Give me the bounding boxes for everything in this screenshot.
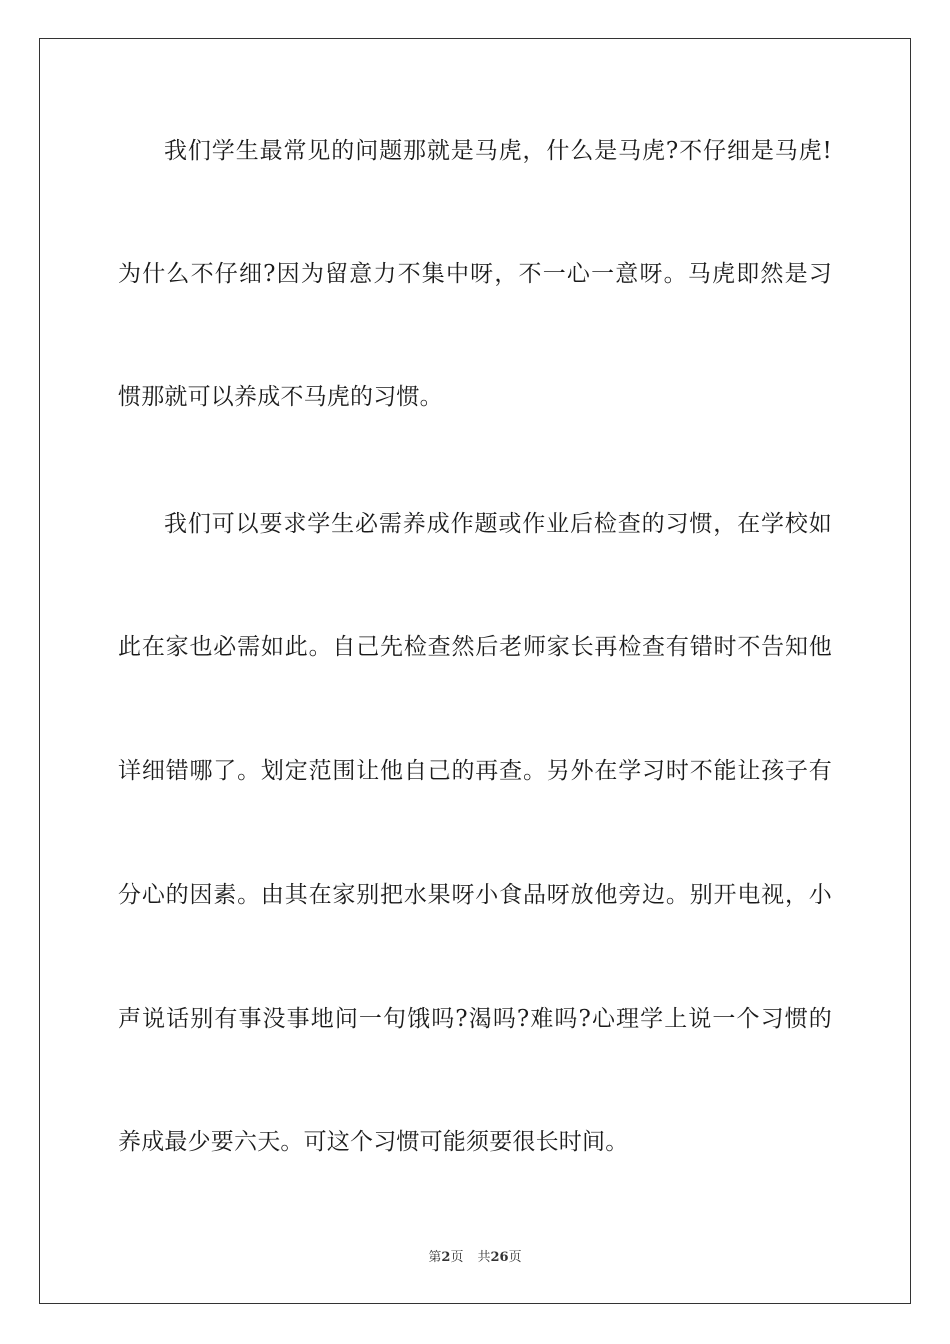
paragraph-2-line-2: 此在家也必需如此。自己先检查然后老师家长再检查有错时不告知他 — [118, 634, 832, 660]
page-suffix: 页 — [450, 1250, 464, 1265]
paragraph-2-line-4: 分心的因素。由其在家别把水果呀小食品呀放他旁边。别开电视，小 — [118, 882, 832, 908]
paragraph-2-line-1: 我们可以要求学生必需养成作题或作业后检查的习惯，在学校如 — [164, 511, 832, 537]
paragraph-2-line-3: 详细错哪了。划定范围让他自己的再查。另外在学习时不能让孩子有 — [118, 758, 832, 784]
page-footer — [0, 1246, 950, 1265]
paragraph-1-line-3: 惯那就可以养成不马虎的习惯。 — [118, 384, 443, 410]
paragraph-1-line-1: 我们学生最常见的问题那就是马虎，什么是马虎?不仔细是马虎! — [164, 138, 832, 164]
total-pages: 26 — [490, 1250, 509, 1265]
total-suffix: 页 — [508, 1250, 522, 1265]
page-number: 2 — [441, 1250, 451, 1265]
paragraph-2-line-5: 声说话别有事没事地问一句饿吗?渴吗?难吗?心理学上说一个习惯的 — [118, 1006, 832, 1032]
page-border — [39, 38, 911, 1304]
total-prefix: 共 — [477, 1250, 491, 1265]
page-prefix: 第 — [428, 1250, 442, 1265]
paragraph-2-line-6: 养成最少要六天。可这个习惯可能须要很长时间。 — [118, 1129, 629, 1155]
paragraph-1-line-2: 为什么不仔细?因为留意力不集中呀，不一心一意呀。马虎即然是习 — [118, 261, 832, 287]
